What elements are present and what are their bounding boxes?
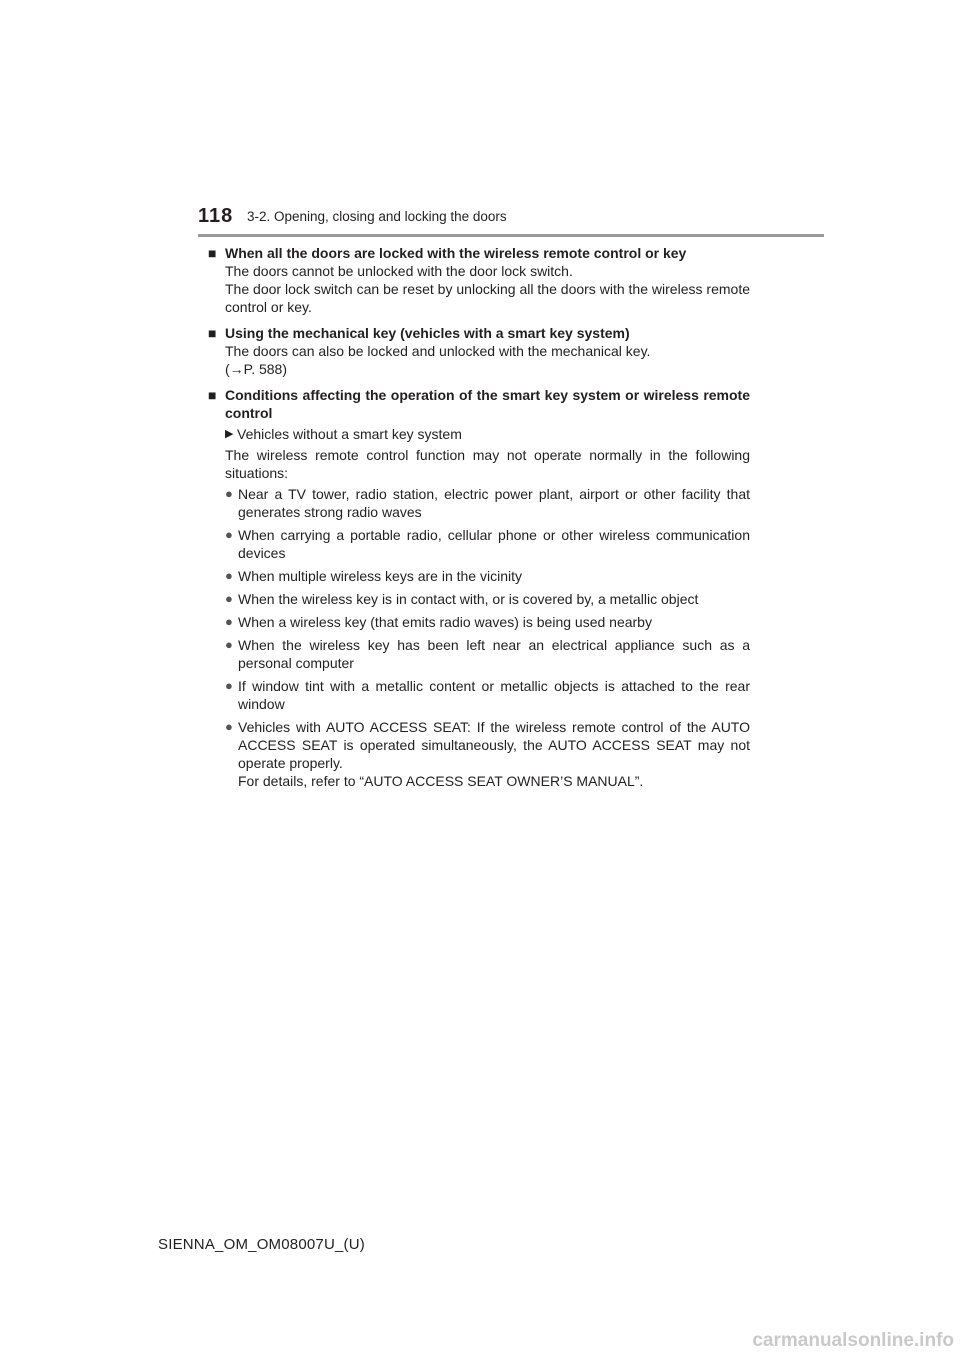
topic-heading-text: Conditions affecting the operation of the smart key system or wireless remote control <box>225 387 750 421</box>
triangle-marker-icon: ▶ <box>225 428 234 440</box>
list-item-text: When carrying a portable radio, cellular phone or other wireless communication devices <box>238 527 750 561</box>
paragraph: The door lock switch can be reset by unlocking all the doors with the wireless remote control or key. <box>225 281 750 315</box>
topic-heading <box>208 324 750 342</box>
paragraph: The doors cannot be unlocked with the door lock switch. <box>225 263 573 279</box>
list-item <box>225 677 750 713</box>
square-marker-icon: ■ <box>208 387 217 403</box>
bullet-icon: ● <box>225 678 233 693</box>
paragraph: The doors can also be locked and unlocked with the mechanical key. <box>225 343 651 359</box>
page-number: 118 <box>198 205 234 227</box>
section-title: 3-2. Opening, closing and locking the doors <box>247 209 507 224</box>
vehicle-condition <box>225 425 750 443</box>
bullet-icon: ● <box>225 486 233 501</box>
bullet-icon: ● <box>225 591 233 606</box>
topic-heading <box>208 386 750 422</box>
list-item-text: When multiple wireless keys are in the vicinity <box>238 568 522 584</box>
page-content <box>208 244 750 798</box>
list-item <box>225 526 750 562</box>
bullet-icon: ● <box>225 614 233 629</box>
list-item-text: When a wireless key (that emits radio waves) is being used nearby <box>238 614 652 630</box>
page-header <box>198 200 824 237</box>
vehicle-condition-text: Vehicles without a smart key system <box>237 426 462 442</box>
topic-doors-locked <box>208 244 750 316</box>
list-item-text: If window tint with a metallic content or metallic objects is attached to the rear window <box>238 678 750 712</box>
topic-heading-text: When all the doors are locked with the wireless remote control or key <box>225 245 687 261</box>
list-item <box>225 636 750 672</box>
list-item-text: When the wireless key has been left near an electrical appliance such as a personal computer <box>238 637 750 671</box>
watermark: carmanualsonline.info <box>752 1330 954 1351</box>
list-item <box>225 567 750 585</box>
bullet-icon: ● <box>225 719 233 734</box>
square-marker-icon: ■ <box>208 325 217 341</box>
topic-heading <box>208 244 750 262</box>
bullet-icon: ● <box>225 568 233 583</box>
list-item-main-text: Vehicles with AUTO ACCESS SEAT: If the wireless remote control of the AUTO ACCESS SEAT is operated simultaneously, the AUTO ACCESS SEAT may not operate properly. <box>238 719 750 771</box>
list-item <box>225 485 750 521</box>
document-code: SIENNA_OM_OM08007U_(U) <box>158 1236 365 1253</box>
situation-list <box>225 485 750 790</box>
list-item-text <box>238 718 750 790</box>
topic-heading-text: Using the mechanical key (vehicles with a smart key system) <box>225 325 630 341</box>
list-item <box>225 718 750 790</box>
page-reference: (→P. 588) <box>225 361 287 377</box>
list-item <box>225 613 750 631</box>
topic-mechanical-key <box>208 324 750 378</box>
square-marker-icon: ■ <box>208 245 217 261</box>
list-item-note: For details, refer to “AUTO ACCESS SEAT OWNER’S MANUAL”. <box>238 773 644 789</box>
list-item <box>225 590 750 608</box>
bullet-icon: ● <box>225 637 233 652</box>
list-item-text: When the wireless key is in contact with, or is covered by, a metallic object <box>238 591 699 607</box>
list-item-text: Near a TV tower, radio station, electric power plant, airport or other facility that generates strong radio waves <box>238 486 750 520</box>
topic-operating-conditions <box>208 386 750 790</box>
paragraph: The wireless remote control function may not operate normally in the following situations: <box>225 447 750 481</box>
bullet-icon: ● <box>225 527 233 542</box>
